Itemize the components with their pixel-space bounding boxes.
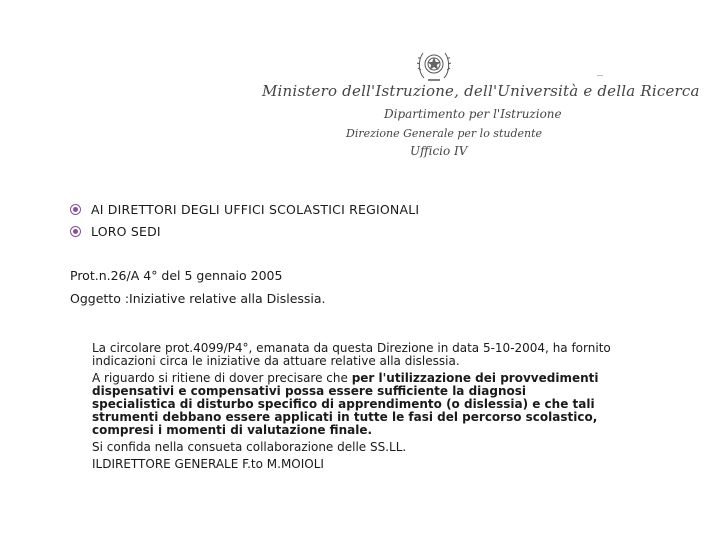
recipients-list <box>70 198 419 242</box>
ministry-name: Ministero dell'Istruzione, dell'Università e della Ricerca <box>262 82 700 100</box>
clarification-bold: per l'utilizzazione dei provvedimenti dispensativi e compensativi possa essere sufficiente la diagnosi specialistica di disturbo specifico di apprendimento (o dislessia) e che tali strumenti debbano essere applicati in tutte le fasi del percorso scolastico, compresi i momenti di valutazione finale. <box>92 371 599 437</box>
protocol-line: Prot.n.26/A 4° del 5 gennaio 2005 <box>70 268 283 283</box>
paragraph-closing: Si confida nella consueta collaborazione delle SS.LL. <box>92 440 407 454</box>
recipient-item <box>70 220 419 242</box>
bullet-icon <box>70 204 81 215</box>
paragraph-clarification <box>92 372 612 437</box>
subject-line: Oggetto :Iniziative relative alla Dislessia. <box>70 291 326 306</box>
signature: ILDIRETTORE GENERALE F.to M.MOIOLI <box>92 457 324 471</box>
recipient-label: AI DIRETTORI DEGLI UFFICI SCOLASTICI REGIONALI <box>91 201 420 217</box>
recipient-label: LORO SEDI <box>91 223 161 239</box>
office-name: Ufficio IV <box>410 144 468 158</box>
department-name: Dipartimento per l'Istruzione <box>384 107 562 121</box>
clarification-lead: A riguardo si ritiene di dover precisare che <box>92 371 352 385</box>
recipient-item <box>70 198 419 220</box>
letter-body <box>92 342 612 475</box>
bullet-icon <box>70 226 81 237</box>
italian-republic-emblem-icon <box>416 44 452 84</box>
paragraph-circular: La circolare prot.4099/P4°, emanata da questa Direzione in data 5-10-2004, ha fornito indicazioni circa le iniziative da attuare relative alla dislessia. <box>92 341 611 368</box>
header-mark <box>597 75 603 76</box>
directorate-name: Direzione Generale per lo studente <box>346 127 543 140</box>
